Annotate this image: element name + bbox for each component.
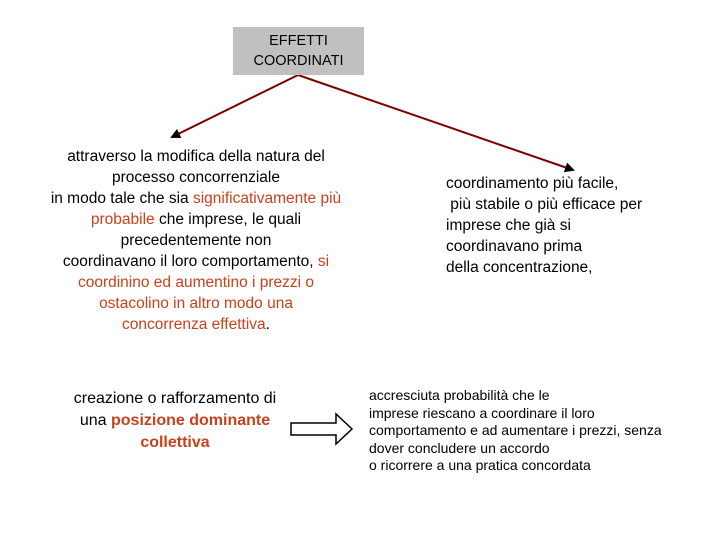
- left-line-9-text: .: [265, 316, 270, 333]
- bottom-left-line-2: [40, 410, 310, 432]
- collective-dominance-explanation: [369, 387, 714, 475]
- left-line-7: coordinino ed aumentino i prezzi o: [77, 274, 315, 291]
- right-line-4: coordinavano prima: [446, 238, 583, 255]
- bottom-left-line-3: collettiva: [140, 434, 210, 451]
- right-line-5: della concentrazione,: [446, 259, 593, 276]
- title-line-1: EFFETTI: [269, 33, 328, 49]
- bottom-right-line-5: o ricorrere a una pratica concordata: [369, 457, 591, 473]
- left-line-5: precedentemente non: [120, 232, 272, 249]
- left-line-6-text: coordinavano il loro comportamento,: [62, 253, 318, 270]
- bottom-left-line-2-text: una: [79, 412, 111, 429]
- left-line-8: ostacolino in altro modo una: [99, 295, 293, 312]
- title-line-2: COORDINATI: [253, 53, 344, 69]
- collective-dominance-block: [40, 388, 310, 454]
- left-line-6-highlight: si: [317, 253, 330, 270]
- arrow-to-left-block: [172, 75, 298, 137]
- left-line-4: [16, 209, 376, 230]
- left-line-6: [16, 251, 376, 272]
- right-line-3: imprese che già si: [446, 217, 571, 234]
- left-line-3-text: in modo tale che sia: [50, 190, 193, 207]
- bottom-right-line-2: imprese riescano a coordinare il loro: [369, 404, 595, 421]
- bottom-right-line-4: dover concludere un accordo: [369, 439, 550, 456]
- left-line-9-highlight: concorrenza effettiva: [122, 316, 266, 333]
- right-line-1: coordinamento più facile,: [446, 175, 619, 192]
- right-line-2: più stabile o più efficace per: [446, 196, 643, 213]
- left-line-3: [16, 188, 376, 209]
- left-line-4-highlight: probabile: [90, 211, 155, 228]
- title-box: [233, 27, 364, 75]
- left-line-1: attraverso la modifica della natura del: [67, 148, 325, 165]
- left-line-2: processo concorrenziale: [111, 169, 280, 186]
- bottom-left-line-1: creazione o rafforzamento di: [73, 390, 277, 407]
- left-line-3-highlight: significativamente più: [192, 190, 342, 207]
- bottom-right-line-1: accresciuta probabilità che le: [369, 387, 550, 403]
- bottom-left-line-2-highlight: posizione dominante: [111, 412, 271, 429]
- bottom-right-line-3: comportamento e ad aumentare i prezzi, senza: [369, 422, 662, 438]
- left-line-9: [16, 314, 376, 335]
- right-effect-description: [446, 173, 706, 278]
- left-effect-description: [16, 146, 376, 335]
- left-line-4-text: che imprese, le quali: [154, 211, 302, 228]
